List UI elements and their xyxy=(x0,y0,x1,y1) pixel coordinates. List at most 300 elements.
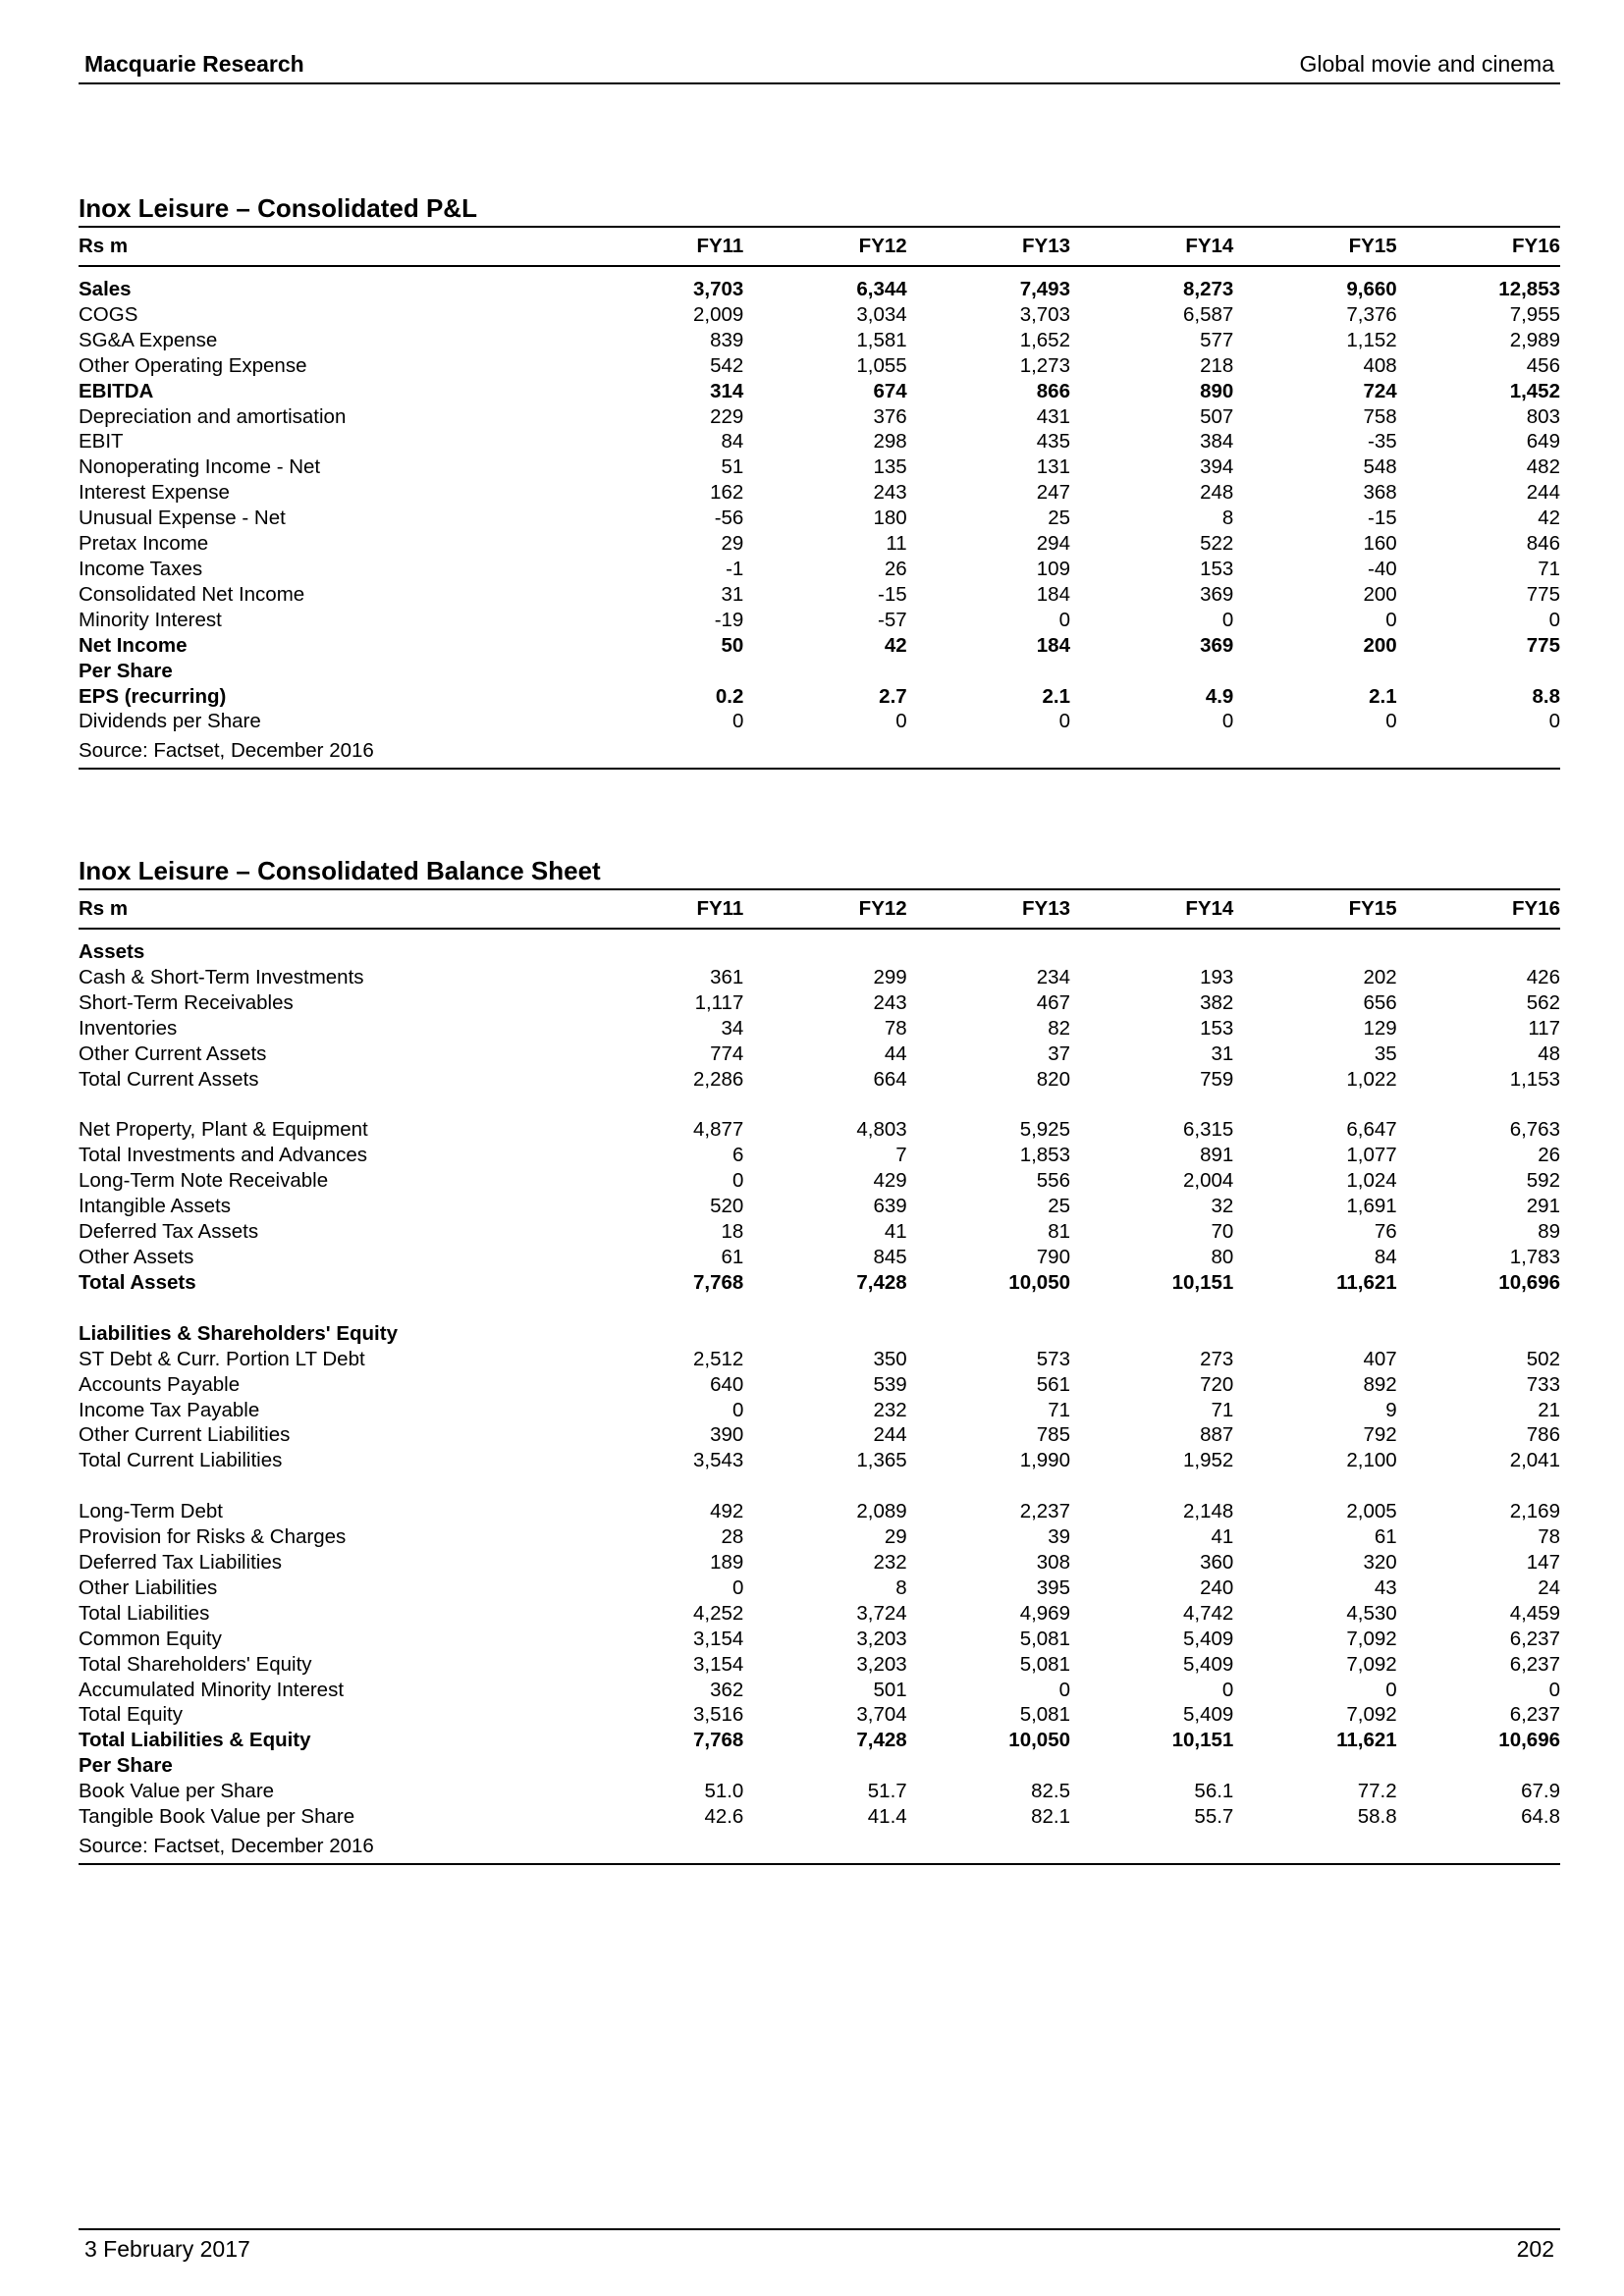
table-row xyxy=(79,454,1560,480)
table-row xyxy=(79,506,1560,531)
table-cell: 395 xyxy=(1036,1575,1070,1599)
table-cell: 1,581 xyxy=(856,328,907,351)
table-cell: 0 xyxy=(1221,1678,1234,1701)
table-cell: 360 xyxy=(1200,1551,1234,1575)
table-cell: 2.1 xyxy=(1369,684,1397,708)
table-cell: 232 xyxy=(873,1551,907,1575)
table-cell: 573 xyxy=(1036,1347,1070,1370)
table-cell: 0 xyxy=(1548,1678,1560,1701)
table-cell: 5,081 xyxy=(1019,1652,1070,1676)
table-cell: 51.7 xyxy=(867,1780,907,1803)
table-cell xyxy=(1397,929,1560,965)
table-cell: 2,009 xyxy=(693,302,744,326)
table-cell: 6,763 xyxy=(1509,1118,1560,1142)
table-cell: 0 xyxy=(1058,710,1070,733)
table-cell: 39 xyxy=(1048,1525,1070,1549)
table-cell xyxy=(580,1753,743,1779)
spacer-row xyxy=(79,1296,1560,1321)
table-cell: 7,376 xyxy=(1346,302,1397,326)
row-label: Total Shareholders' Equity xyxy=(79,1652,312,1676)
table-row xyxy=(79,302,1560,328)
row-label: Unusual Expense - Net xyxy=(79,507,286,530)
table-cell: 160 xyxy=(1363,532,1397,556)
table-row xyxy=(79,480,1560,506)
table-cell: 640 xyxy=(710,1372,744,1396)
table-cell: 674 xyxy=(873,379,907,402)
table-cell: 35 xyxy=(1374,1041,1397,1065)
table-cell: 9,660 xyxy=(1346,278,1397,300)
row-label: Other Current Assets xyxy=(79,1041,267,1065)
table-cell: 24 xyxy=(1538,1575,1560,1599)
table-cell: 369 xyxy=(1200,582,1234,606)
table-cell: 556 xyxy=(1036,1169,1070,1193)
table-cell: 5,925 xyxy=(1019,1118,1070,1142)
table-cell: 109 xyxy=(1036,557,1070,580)
table-cell: 1,990 xyxy=(1019,1449,1070,1472)
row-label: Common Equity xyxy=(79,1627,222,1650)
pnl-table xyxy=(79,226,1560,734)
table-cell: 299 xyxy=(873,965,907,988)
table-cell: 890 xyxy=(1200,379,1234,402)
table-cell: 891 xyxy=(1200,1144,1234,1167)
table-cell: 232 xyxy=(873,1398,907,1421)
table-cell: 229 xyxy=(710,404,744,428)
table-cell: 376 xyxy=(873,404,907,428)
column-header: Rs m xyxy=(79,227,580,266)
row-label: Cash & Short-Term Investments xyxy=(79,965,364,988)
row-label: Long-Term Note Receivable xyxy=(79,1169,329,1193)
row-label: Deferred Tax Assets xyxy=(79,1220,259,1244)
table-cell: 501 xyxy=(873,1678,907,1701)
table-cell: 11,621 xyxy=(1336,1729,1397,1752)
spacer-row xyxy=(79,1473,1560,1499)
column-header: FY16 xyxy=(1397,227,1560,266)
table-cell: 10,050 xyxy=(1008,1270,1070,1294)
table-cell: 368 xyxy=(1363,481,1397,505)
table-cell: 5,409 xyxy=(1183,1652,1234,1676)
table-cell xyxy=(907,929,1070,965)
row-label: Net Income xyxy=(79,633,188,657)
table-cell: 775 xyxy=(1526,582,1560,606)
row-label: Dividends per Share xyxy=(79,710,261,733)
table-row xyxy=(79,1524,1560,1550)
table-cell: -15 xyxy=(1368,507,1397,530)
table-row xyxy=(79,266,1560,302)
table-cell xyxy=(1070,1753,1233,1779)
table-cell: 0 xyxy=(1385,608,1397,631)
table-cell: 42 xyxy=(1538,507,1560,530)
table-cell: 314 xyxy=(710,379,744,402)
table-row xyxy=(79,1753,1560,1779)
table-cell: -56 xyxy=(714,507,744,530)
table-cell: 3,724 xyxy=(856,1601,907,1625)
table-cell: 724 xyxy=(1363,379,1397,402)
table-cell: 3,703 xyxy=(693,278,744,300)
table-cell: 61 xyxy=(721,1245,744,1268)
row-label: Net Property, Plant & Equipment xyxy=(79,1118,368,1142)
table-cell: 6,237 xyxy=(1509,1652,1560,1676)
table-row xyxy=(79,1728,1560,1753)
table-cell: 562 xyxy=(1526,990,1560,1014)
table-cell: 32 xyxy=(1211,1195,1234,1218)
table-cell: 25 xyxy=(1048,1195,1070,1218)
table-cell: 29 xyxy=(721,532,744,556)
table-cell: 10,050 xyxy=(1008,1729,1070,1752)
table-cell: 10,696 xyxy=(1498,1270,1560,1294)
table-cell: 89 xyxy=(1538,1220,1560,1244)
table-cell: 82.1 xyxy=(1031,1805,1070,1829)
table-cell: 5,409 xyxy=(1183,1627,1234,1650)
table-cell xyxy=(1397,659,1560,684)
table-cell: 435 xyxy=(1036,430,1070,454)
row-label: ST Debt & Curr. Portion LT Debt xyxy=(79,1347,365,1370)
table-cell: 3,154 xyxy=(693,1652,744,1676)
row-label: Total Liabilities xyxy=(79,1601,210,1625)
table-cell: 77.2 xyxy=(1357,1780,1397,1803)
table-row xyxy=(79,1779,1560,1804)
table-cell: 0 xyxy=(1385,710,1397,733)
table-row xyxy=(79,1702,1560,1728)
table-cell: 887 xyxy=(1200,1423,1234,1447)
table-cell: 234 xyxy=(1036,965,1070,988)
table-cell: 147 xyxy=(1526,1551,1560,1575)
table-cell: 775 xyxy=(1526,633,1560,657)
row-label: Minority Interest xyxy=(79,608,222,631)
table-cell: 7,428 xyxy=(856,1270,907,1294)
table-cell xyxy=(743,659,906,684)
table-cell: 189 xyxy=(710,1551,744,1575)
table-cell: 845 xyxy=(873,1245,907,1268)
row-label: Income Tax Payable xyxy=(79,1398,260,1421)
table-cell: 5,409 xyxy=(1183,1703,1234,1727)
table-cell: 561 xyxy=(1036,1372,1070,1396)
table-cell: 31 xyxy=(1211,1041,1234,1065)
table-cell: 431 xyxy=(1036,404,1070,428)
row-label: EPS (recurring) xyxy=(79,684,227,708)
table-cell: 51.0 xyxy=(704,1780,744,1803)
table-cell: 362 xyxy=(710,1678,744,1701)
column-header: FY13 xyxy=(907,889,1070,929)
row-label: SG&A Expense xyxy=(79,328,218,351)
table-cell: 28 xyxy=(721,1525,744,1549)
row-label: Book Value per Share xyxy=(79,1780,275,1803)
table-row xyxy=(79,1219,1560,1245)
table-cell: 7,092 xyxy=(1346,1627,1397,1650)
table-cell: 64.8 xyxy=(1521,1805,1560,1829)
table-cell: 720 xyxy=(1200,1372,1234,1396)
table-row xyxy=(79,1550,1560,1575)
table-cell: 131 xyxy=(1036,455,1070,479)
column-header: FY16 xyxy=(1397,889,1560,929)
table-cell: 84 xyxy=(721,430,744,454)
page-footer xyxy=(79,2228,1560,2269)
table-cell: 180 xyxy=(873,507,907,530)
pnl-source-note: Source: Factset, December 2016 xyxy=(79,734,1560,770)
table-cell: 492 xyxy=(710,1500,744,1523)
table-cell: 1,452 xyxy=(1509,379,1560,402)
table-row xyxy=(79,1321,1560,1347)
table-cell xyxy=(743,1753,906,1779)
table-cell: 58.8 xyxy=(1357,1805,1397,1829)
pnl-table-body xyxy=(79,266,1560,734)
table-row xyxy=(79,990,1560,1016)
table-cell: 7 xyxy=(895,1144,907,1167)
table-row xyxy=(79,1016,1560,1041)
table-cell: 426 xyxy=(1526,965,1560,988)
table-cell: 759 xyxy=(1200,1067,1234,1091)
table-cell: -15 xyxy=(878,582,907,606)
table-cell: 1,365 xyxy=(856,1449,907,1472)
table-cell: 0 xyxy=(1548,608,1560,631)
report-date: 3 February 2017 xyxy=(84,2236,250,2262)
table-row xyxy=(79,633,1560,659)
table-cell: 1,691 xyxy=(1346,1195,1397,1218)
table-cell: 1,022 xyxy=(1346,1067,1397,1091)
table-cell: 34 xyxy=(721,1016,744,1040)
table-cell: 247 xyxy=(1036,481,1070,505)
table-cell: 7,092 xyxy=(1346,1703,1397,1727)
table-cell xyxy=(907,1753,1070,1779)
table-cell: 21 xyxy=(1538,1398,1560,1421)
table-cell: 117 xyxy=(1528,1016,1560,1040)
table-cell: 1,055 xyxy=(856,353,907,377)
column-header: FY14 xyxy=(1070,889,1233,929)
table-cell: 803 xyxy=(1526,404,1560,428)
table-cell: 4,459 xyxy=(1509,1601,1560,1625)
table-cell: 50 xyxy=(721,633,744,657)
table-row xyxy=(79,429,1560,454)
table-cell xyxy=(1070,1321,1233,1347)
table-cell: 6,647 xyxy=(1346,1118,1397,1142)
table-cell: 18 xyxy=(721,1220,744,1244)
table-cell: 291 xyxy=(1526,1195,1560,1218)
table-cell: 3,704 xyxy=(856,1703,907,1727)
table-cell: 1,783 xyxy=(1509,1245,1560,1268)
table-cell: 129 xyxy=(1363,1016,1397,1040)
table-row xyxy=(79,353,1560,379)
table-cell: 429 xyxy=(873,1169,907,1193)
table-row xyxy=(79,1652,1560,1678)
pnl-header-row xyxy=(79,227,1560,266)
table-cell: 542 xyxy=(710,353,744,377)
table-cell: -19 xyxy=(714,608,744,631)
table-cell: 520 xyxy=(710,1195,744,1218)
table-row xyxy=(79,1194,1560,1219)
table-cell: 55.7 xyxy=(1194,1805,1234,1829)
table-cell: 482 xyxy=(1526,455,1560,479)
table-cell: 248 xyxy=(1200,481,1234,505)
column-header: FY11 xyxy=(580,227,743,266)
table-cell: 200 xyxy=(1363,633,1397,657)
column-header: FY15 xyxy=(1233,227,1396,266)
column-header: FY15 xyxy=(1233,889,1396,929)
table-row xyxy=(79,929,1560,965)
row-label: Nonoperating Income - Net xyxy=(79,455,321,479)
table-row xyxy=(79,684,1560,710)
table-cell: 71 xyxy=(1538,557,1560,580)
row-label: Other Current Liabilities xyxy=(79,1423,291,1447)
table-cell: 4,742 xyxy=(1183,1601,1234,1625)
bs-table xyxy=(79,888,1560,1830)
table-cell: 4,803 xyxy=(856,1118,907,1142)
row-label: Other Liabilities xyxy=(79,1575,218,1599)
row-label: Accounts Payable xyxy=(79,1372,241,1396)
column-header: FY12 xyxy=(743,889,906,929)
table-cell: 548 xyxy=(1363,455,1397,479)
table-cell: 42 xyxy=(884,633,907,657)
table-cell: 153 xyxy=(1200,557,1234,580)
table-cell: 820 xyxy=(1036,1067,1070,1091)
row-label: Interest Expense xyxy=(79,481,230,505)
table-cell: 0 xyxy=(1058,1678,1070,1701)
table-cell: 11 xyxy=(886,532,907,556)
table-cell: 592 xyxy=(1526,1169,1560,1193)
table-cell: 7,955 xyxy=(1509,302,1560,326)
table-cell xyxy=(1397,1321,1560,1347)
table-cell: 10,696 xyxy=(1498,1729,1560,1752)
table-cell: 0 xyxy=(1221,710,1234,733)
table-cell: 78 xyxy=(884,1016,907,1040)
table-row xyxy=(79,379,1560,404)
table-cell: 664 xyxy=(873,1067,907,1091)
table-cell: 7,768 xyxy=(693,1729,744,1752)
table-cell: 8 xyxy=(1221,507,1234,530)
row-label: Liabilities & Shareholders' Equity xyxy=(79,1321,398,1345)
table-cell: 467 xyxy=(1036,990,1070,1014)
report-topic: Global movie and cinema xyxy=(1299,51,1554,77)
table-cell: 3,154 xyxy=(693,1627,744,1650)
spacer-row xyxy=(79,1092,1560,1117)
table-cell xyxy=(1233,659,1396,684)
table-cell: 407 xyxy=(1363,1347,1397,1370)
table-cell: 649 xyxy=(1526,430,1560,454)
row-label: Other Operating Expense xyxy=(79,353,307,377)
table-cell: 184 xyxy=(1036,633,1070,657)
table-cell: 82 xyxy=(1048,1016,1070,1040)
table-cell: 839 xyxy=(710,328,744,351)
table-cell: 3,543 xyxy=(693,1449,744,1472)
table-row xyxy=(79,1499,1560,1524)
table-cell: 7,768 xyxy=(693,1270,744,1294)
table-cell: 153 xyxy=(1200,1016,1234,1040)
table-cell: 2.1 xyxy=(1042,684,1070,708)
row-label: Assets xyxy=(79,940,145,963)
table-row xyxy=(79,709,1560,734)
table-cell: 41.4 xyxy=(867,1805,907,1829)
table-cell: 384 xyxy=(1200,430,1234,454)
table-cell xyxy=(743,1321,906,1347)
table-cell: 2,169 xyxy=(1509,1500,1560,1523)
row-label: Sales xyxy=(79,278,132,300)
table-cell: 2,237 xyxy=(1019,1500,1070,1523)
bs-title: Inox Leisure – Consolidated Balance Sheet xyxy=(79,856,601,885)
table-cell: 2,005 xyxy=(1346,1500,1397,1523)
table-cell: 244 xyxy=(1526,481,1560,505)
table-cell xyxy=(1397,1753,1560,1779)
table-cell xyxy=(580,929,743,965)
table-row xyxy=(79,1601,1560,1627)
table-cell: 7,092 xyxy=(1346,1652,1397,1676)
table-cell: 51 xyxy=(721,455,744,479)
column-header: FY14 xyxy=(1070,227,1233,266)
table-row xyxy=(79,1117,1560,1143)
table-cell xyxy=(1233,929,1396,965)
table-cell: 502 xyxy=(1526,1347,1560,1370)
row-label: EBITDA xyxy=(79,379,154,402)
table-cell: -1 xyxy=(726,557,744,580)
table-cell: 507 xyxy=(1200,404,1234,428)
table-cell: 240 xyxy=(1200,1575,1234,1599)
table-cell: 82.5 xyxy=(1031,1780,1070,1803)
table-cell: 162 xyxy=(710,481,744,505)
table-row xyxy=(79,1804,1560,1830)
table-cell: 4.9 xyxy=(1205,684,1234,708)
table-cell: 218 xyxy=(1200,353,1234,377)
table-cell: 10,151 xyxy=(1171,1270,1234,1294)
table-cell: 1,117 xyxy=(694,990,744,1014)
bs-source-note: Source: Factset, December 2016 xyxy=(79,1830,1560,1865)
table-cell: 2,286 xyxy=(693,1067,744,1091)
publisher-name: Macquarie Research xyxy=(84,51,304,77)
table-cell: 774 xyxy=(710,1041,744,1065)
row-label: Total Current Assets xyxy=(79,1067,259,1091)
table-cell: 42.6 xyxy=(704,1805,744,1829)
table-cell: 0 xyxy=(731,1575,744,1599)
table-cell: 56.1 xyxy=(1194,1780,1234,1803)
table-cell: 25 xyxy=(1048,507,1070,530)
table-cell: 0 xyxy=(1385,1678,1397,1701)
row-label: Per Share xyxy=(79,1754,173,1778)
column-header: FY12 xyxy=(743,227,906,266)
table-cell: 11,621 xyxy=(1336,1270,1397,1294)
table-cell: 1,024 xyxy=(1346,1169,1397,1193)
table-cell: 243 xyxy=(873,990,907,1014)
table-row xyxy=(79,1627,1560,1652)
table-cell: 350 xyxy=(873,1347,907,1370)
row-label: Total Equity xyxy=(79,1703,183,1727)
table-cell: 1,077 xyxy=(1346,1144,1397,1167)
table-row xyxy=(79,1245,1560,1270)
table-cell: 43 xyxy=(1374,1575,1397,1599)
table-row xyxy=(79,1347,1560,1372)
table-cell: 320 xyxy=(1363,1551,1397,1575)
page-header xyxy=(79,49,1560,84)
row-label: Income Taxes xyxy=(79,557,203,580)
row-label: Tangible Book Value per Share xyxy=(79,1805,355,1829)
table-cell: 26 xyxy=(884,557,907,580)
table-row xyxy=(79,965,1560,990)
table-cell: 67.9 xyxy=(1521,1780,1560,1803)
table-row xyxy=(79,404,1560,430)
table-cell: 8.8 xyxy=(1532,684,1560,708)
table-cell: 2,041 xyxy=(1509,1449,1560,1472)
table-cell: 10,151 xyxy=(1171,1729,1234,1752)
table-cell: 70 xyxy=(1211,1220,1234,1244)
table-cell xyxy=(1070,659,1233,684)
table-cell: 193 xyxy=(1200,965,1234,988)
table-cell: 71 xyxy=(1211,1398,1234,1421)
table-cell: 394 xyxy=(1200,455,1234,479)
table-row xyxy=(79,1270,1560,1296)
table-cell: 3,203 xyxy=(856,1627,907,1650)
table-row xyxy=(79,557,1560,582)
table-cell: 892 xyxy=(1363,1372,1397,1396)
table-cell: -35 xyxy=(1368,430,1397,454)
table-cell: 522 xyxy=(1200,532,1234,556)
table-cell: 76 xyxy=(1374,1220,1397,1244)
table-cell: 2.7 xyxy=(879,684,907,708)
table-cell: 786 xyxy=(1526,1423,1560,1447)
